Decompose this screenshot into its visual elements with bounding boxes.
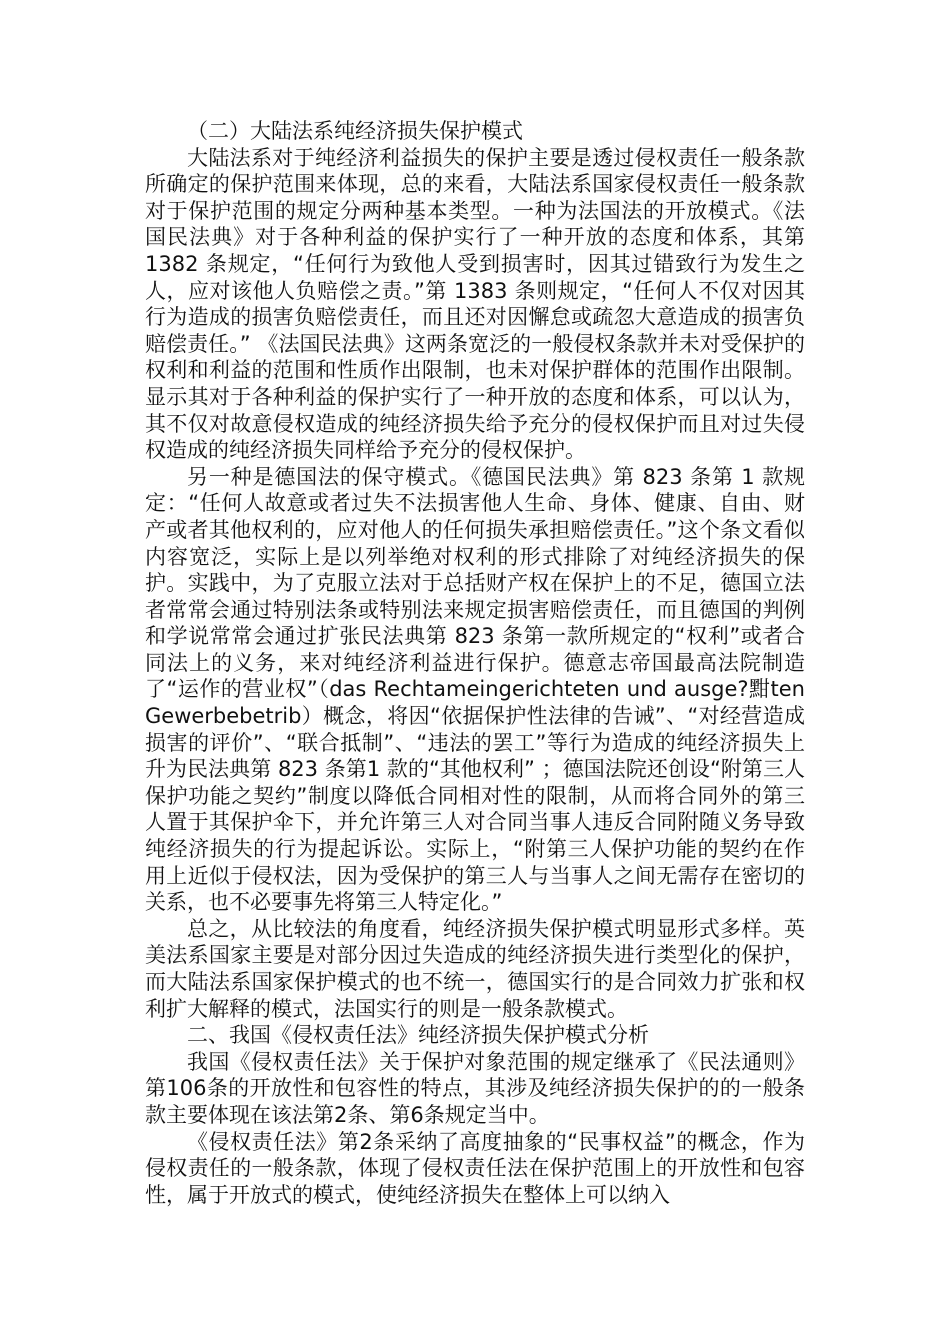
section-heading-continental-law: （二）大陆法系纯经济损失保护模式 [187,119,523,143]
paragraph-french-model: 大陆法系对于纯经济利益损失的保护主要是透过侵权责任一般条款所确定的保护范围来体现，总的来看，大陆法系国家侵权责任一般条款对于保护范围的规定分两种基本类型。一种为法国法的开放模式。《法国民法典》对于各种利益的保护实行了一种开放的态度和体系，其第1382 条规定，“任何行为致他人受到损害时，因其过错致行为发生之人，应对该他人负赔偿之责。”第 1383 条则规定，“任何人不仅对因其行为造成的损害负赔偿责任，而且还对因懈怠或疏忽大意造成的损害负赔偿责任。” 《法国民法典》这两条宽泛的一般侵权条款并未对受保护的权利和利益的范围和性质作出限制，也未对保护群体的范围作出限制。显示其对于各种利益的保护实行了一种开放的态度和体系，可以认为，其不仅对故意侵权造成的纯经济损失给予充分的侵权保护而且对过失侵权造成的纯经济损失同样给予充分的侵权保护。 [145,145,805,463]
paragraph-article-106: 我国《侵权责任法》关于保护对象范围的规定继承了《民法通则》第106条的开放性和包容性的特点，其涉及纯经济损失保护的的一般条款主要体现在该法第2条、第6条规定当中。 [145,1049,805,1127]
paragraph-article-2: 《侵权责任法》第2条采纳了高度抽象的“民事权益”的概念，作为侵权责任的一般条款，体现了侵权责任法在保护范围上的开放性和包容性，属于开放式的模式，使纯经济损失在整体上可以纳入 [145,1129,805,1207]
paragraph-summary: 总之，从比较法的角度看，纯经济损失保护模式明显形式多样。英美法系国家主要是对部分因过失造成的纯经济损失进行类型化的保护，而大陆法系国家保护模式的也不统一，德国实行的是合同效力扩张和权利扩大解释的模式，法国实行的则是一般条款模式。 [145,916,805,1021]
document-page [145,118,805,1208]
paragraph-german-model: 另一种是德国法的保守模式。《德国民法典》第 823 条第 1 款规定：“任何人故意或者过失不法损害他人生命、身体、健康、自由、财产或者其他权利的，应对他人的任何损失承担赔偿责任。”这个条文看似内容宽泛，实际上是以列举绝对权利的形式排除了对纯经济损失的保护。实践中，为了克服立法对于总括财产权在保护上的不足，德国立法者常常会通过特别法条或特别法来规定损害赔偿责任，而且德国的判例和学说常常会通过扩张民法典第 823 条第一款所规定的“权利”或者合同法上的义务，来对纯经济利益进行保护。德意志帝国最高法院制造了“运作的营业权”（das Rechtameingerichteten und ausge?黚ten Gewerbebetrib）概念，将因“依据保护性法律的告诫”、“对经营造成损害的评价”、“联合抵制”、“违法的罢工”等行为造成的纯经济损失上升为民法典第 823 条第1 款的“其他权利” ；德国法院还创设“附第三人保护功能之契约”制度以降低合同相对性的限制，从而将合同外的第三人置于其保护伞下，并允许第三人对合同当事人违反合同附随义务导致纯经济损失的行为提起诉讼。实际上，“附第三人保护功能的契约在作用上近似于侵权法，因为受保护的第三人与当事人之间无需存在密切的关系，也不必要事先将第三人特定化。” [145,464,805,915]
section-heading-china-analysis: 二、我国《侵权责任法》纯经济损失保护模式分析 [187,1023,649,1048]
